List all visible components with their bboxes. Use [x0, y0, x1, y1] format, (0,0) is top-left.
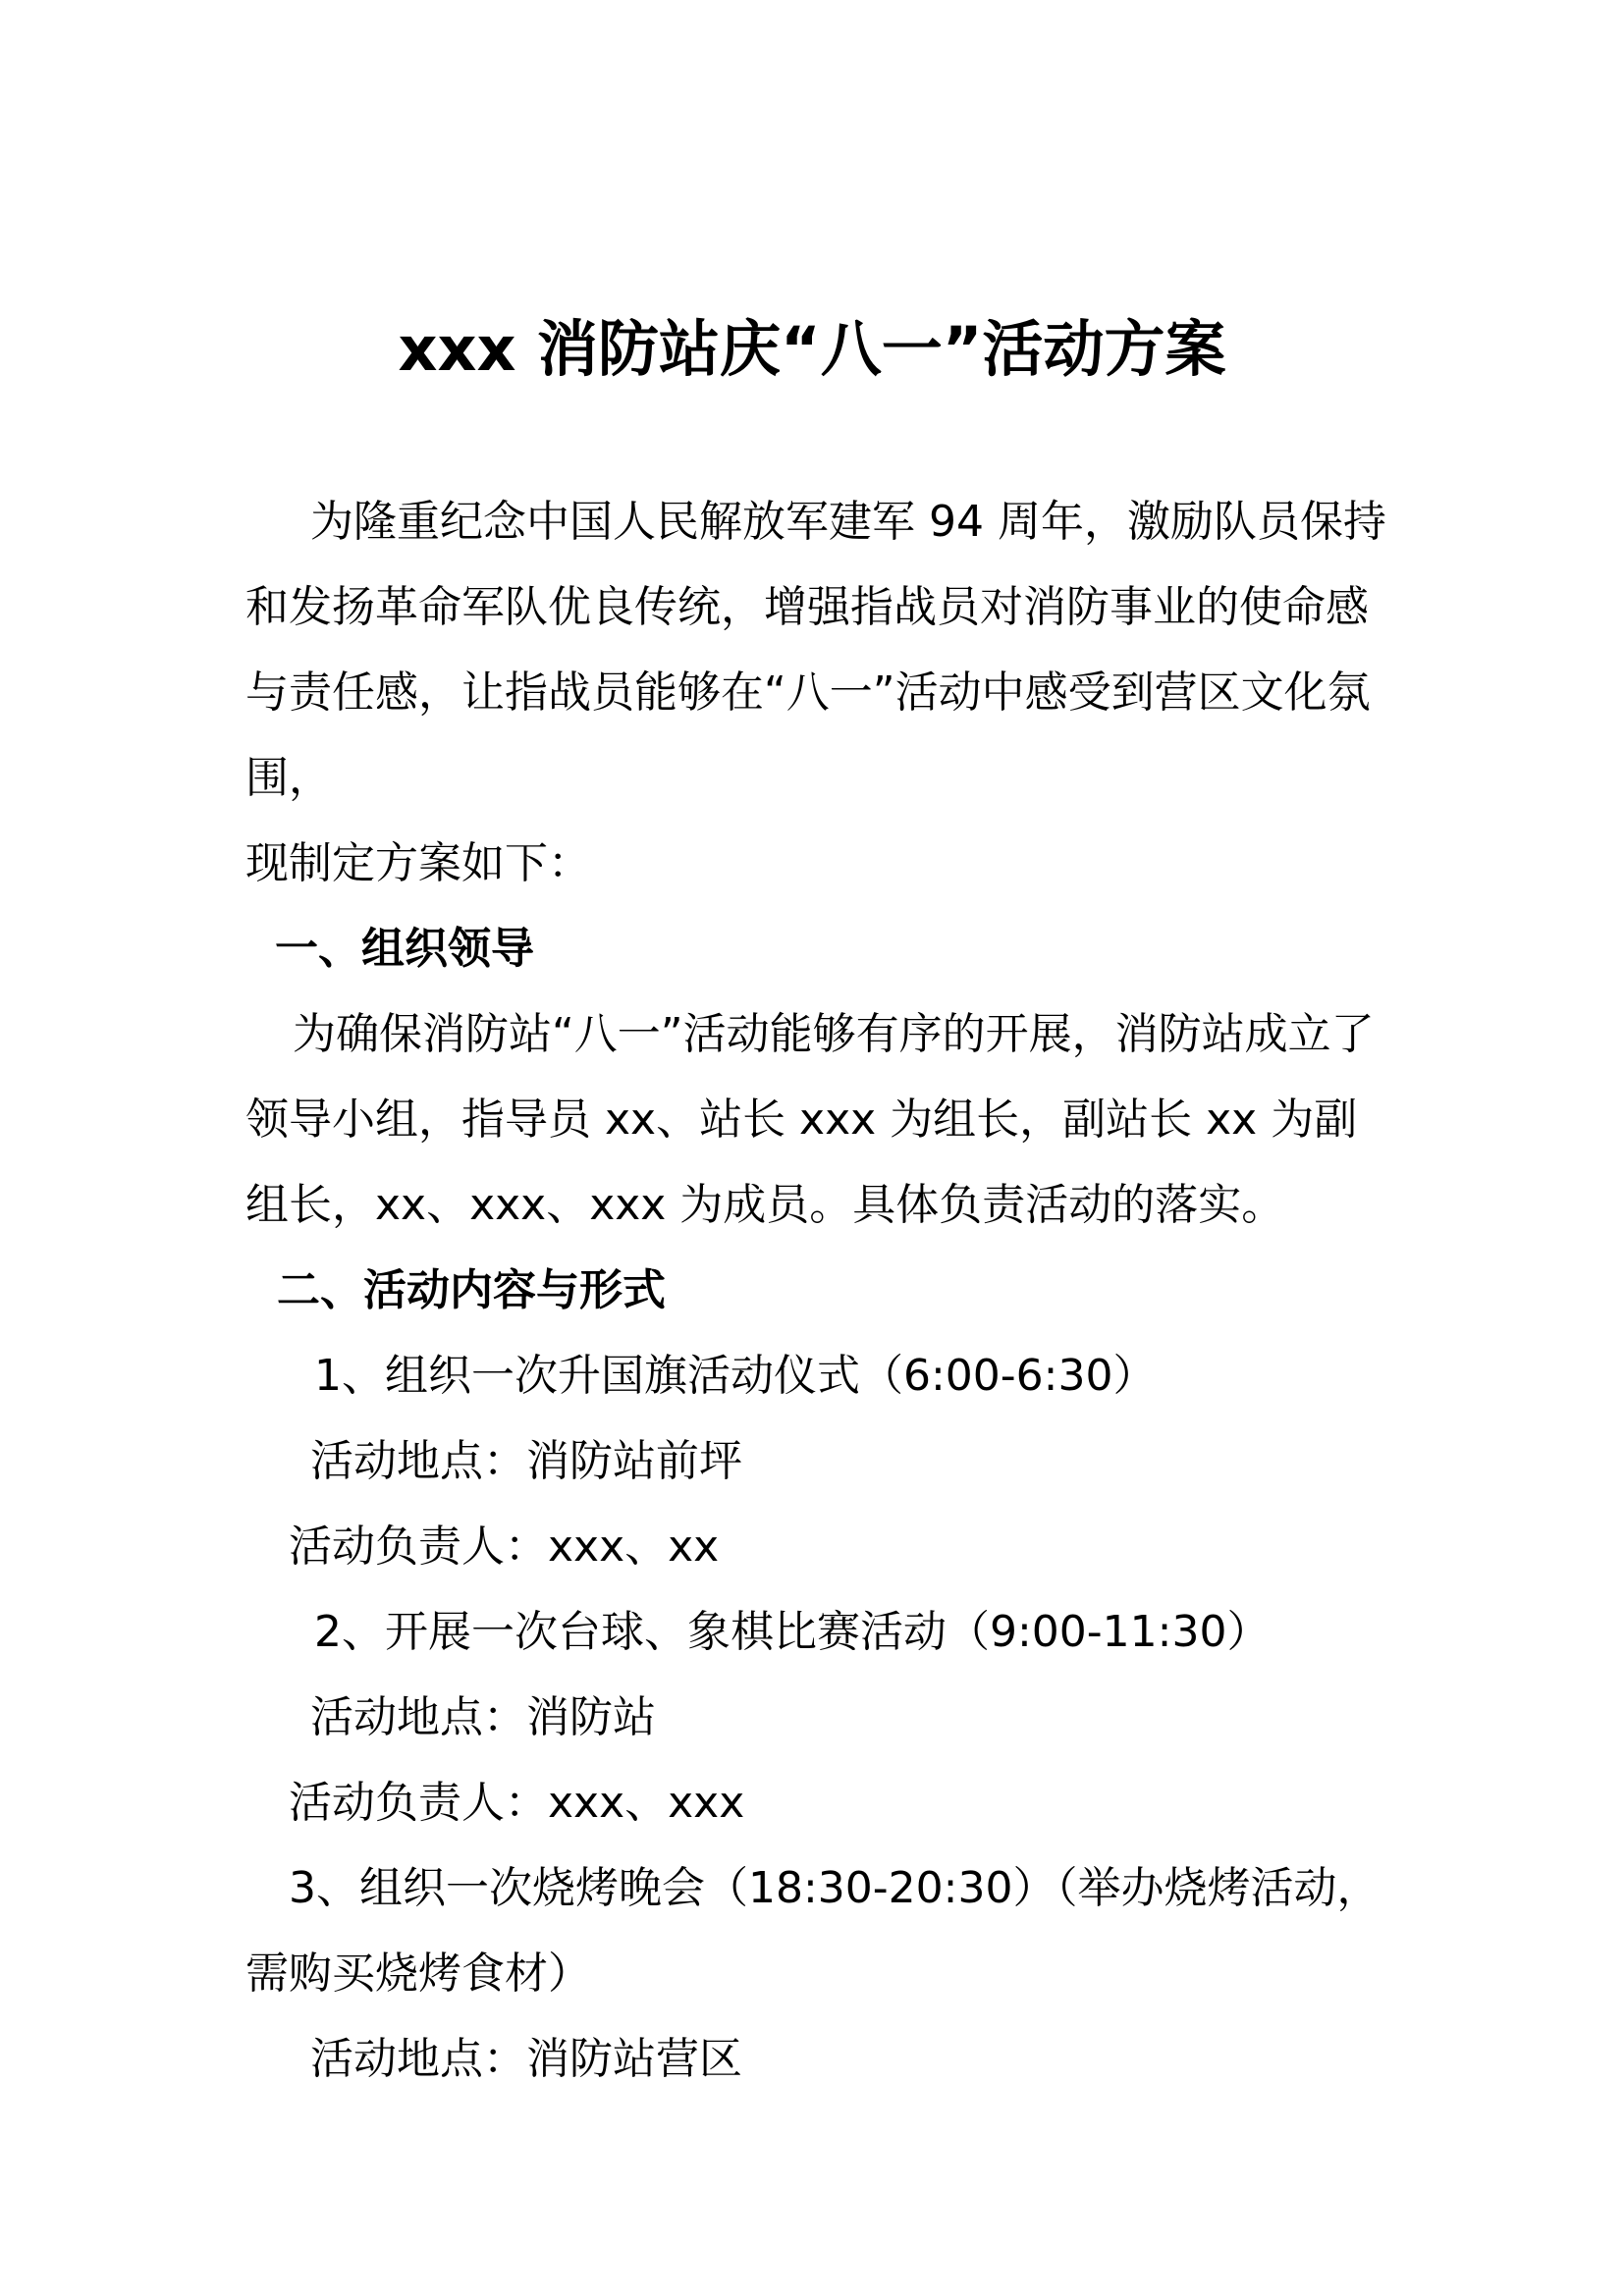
section-1-paragraph: 为确保消防站“八一”活动能够有序的开展，消防站成立了领导小组，指导员 xx、站长 xxx 为组长，副站长 xx 为副组长，xx、xxx、xxx 为成员。具体负责活动的落实。	[245, 1009, 1375, 1230]
item-1-location: 活动地点：消防站前坪	[310, 1436, 742, 1486]
section-2-heading: 二、活动内容与形式	[277, 1265, 666, 1315]
item-1-responsible: 活动负责人：xxx、xx	[289, 1522, 720, 1572]
document-title: xxx 消防站庆“八一”活动方案	[398, 313, 1226, 385]
section-1-heading: 一、组织领导	[275, 924, 534, 974]
item-2-title: 2、开展一次台球、象棋比赛活动（9:00-11:30）	[314, 1607, 1271, 1657]
document-body	[245, 479, 1392, 2102]
item-2-responsible: 活动负责人：xxx、xxx	[289, 1778, 745, 1828]
intro-closing: 现制定方案如下：	[245, 838, 591, 888]
item-3-location: 活动地点：消防站营区	[310, 2034, 742, 2084]
item-3-title: 3、组织一次烧烤晚会（18:30-20:30）（举办烧烤活动，需购买烧烤食材）	[245, 1863, 1380, 1999]
item-2-location: 活动地点：消防站	[310, 1692, 656, 1742]
intro-paragraph: 为隆重纪念中国人民解放军建军 94 周年，激励队员保持和发扬革命军队优良传统，增强指战员对消防事业的使命感与责任感，让指战员能够在“八一”活动中感受到营区文化氛围，	[245, 497, 1386, 803]
item-1-title: 1、组织一次升国旗活动仪式（6:00-6:30）	[314, 1351, 1157, 1401]
